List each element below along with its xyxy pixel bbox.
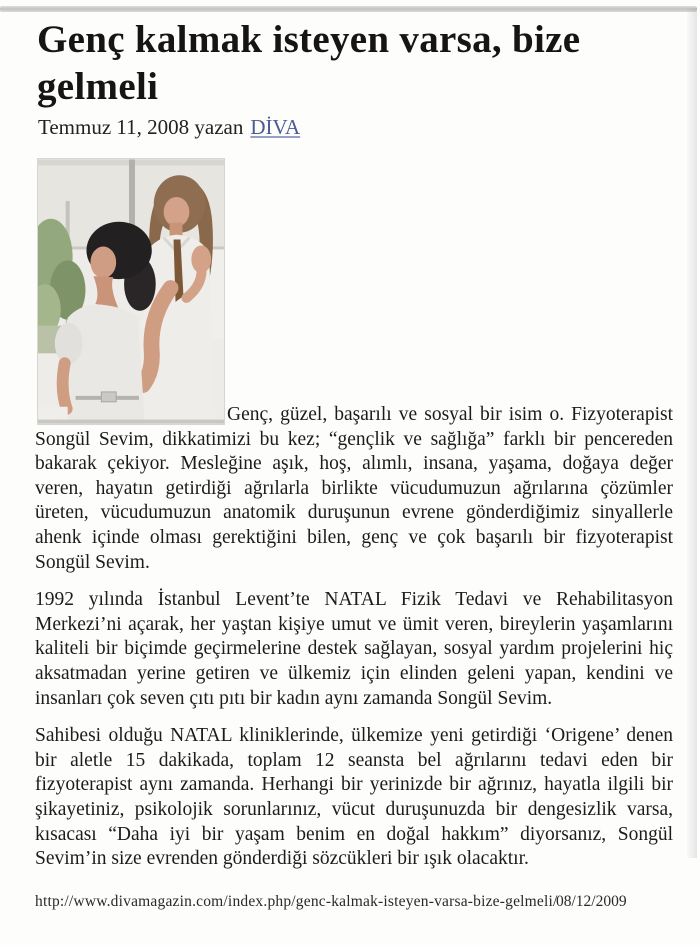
- article-title-line2: gelmeli: [37, 65, 159, 108]
- photo-illustration: [38, 159, 224, 424]
- page-footer: [35, 893, 675, 911]
- article-photo: [37, 158, 225, 425]
- article-body: [35, 403, 673, 885]
- author-link[interactable]: DİVA: [250, 115, 301, 139]
- source-url: http://www.divamagazin.com/index.php/genc-kalmak-isteyen-varsa-bize-gelmeli/: [35, 893, 558, 910]
- paragraph-2: 1992 yılında İstanbul Levent’te NATAL Fizik Tedavi ve Rehabilitasyon Merkezi’ni açarak, her yaştan kişiye umut ve ümit veren, bireylerin yaşamlarını kaliteli bir biçimde geçirmelerine destek sağlayan, sosyal yardım projelerini hiç aksatmadan yerine getiren ve ülkemiz için elinden geleni yapan, kendini ve insanları çok seven çıtı pıtı bir kadın aynı zamanda Songül Sevim.: [35, 589, 673, 709]
- scan-edge-top: [0, 6, 697, 12]
- paragraph-3: Sahibesi olduğu NATAL kliniklerinde, ülkemize yeni getirdiği ‘Origene’ denen bir aletle 15 dakikada, toplam 12 seansta bel ağrılarını tedavi eden bir fizyoterapist aynı zamanda. Herhangi bir yerinizde bir ağrınız, hayatla ilgili bir şikayetiniz, psikolojik sorunlarınız, vücut duruşunuzda bir dengesizlik varsa, kısacası “Daha iyi bir yaşam benim en doğal hakkım” diyorsanız, Songül Sevim’in size evrenden gönderdiği sözcükleri bir ışık olacaktır.: [35, 725, 673, 870]
- paragraph-1: Genç, güzel, başarılı ve sosyal bir isim o. Fizyoterapist Songül Sevim, dikkatimizi bu kez; “gençlik ve sağlığa” farklı bir pencereden bakarak çekiyor. Mesleğine aşık, hoş, alımlı, insana, yaşama, doğaya değer veren, hayatın getirdiği ağrılarla birlikte vücudumuzun ağrılarına çözümler üreten, vücudumuzun anatomik duruşunun evrene gönderdiğimiz sinyallerle ahenk içinde olması gerektiğini bilen, genç ve çok başarılı bir fizyoterapist Songül Sevim.: [35, 404, 673, 573]
- article-title: [37, 16, 637, 110]
- article-title-line1: Genç kalmak isteyen varsa, bize: [37, 18, 581, 61]
- scan-edge-right: [687, 8, 697, 858]
- print-date: 08/12/2009: [556, 893, 627, 910]
- byline-date: Temmuz 11, 2008 yazan: [38, 115, 244, 139]
- byline: [38, 115, 300, 140]
